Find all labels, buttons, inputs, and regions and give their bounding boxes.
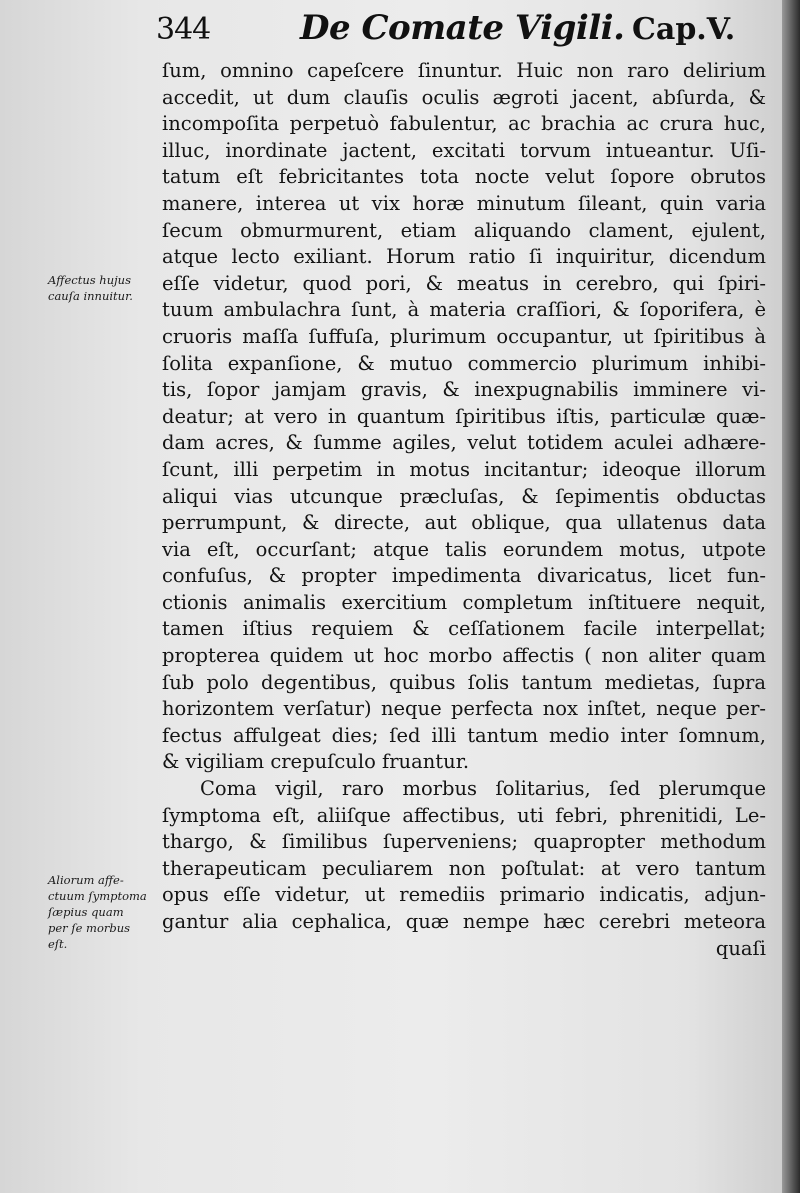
margin-note-line: per ſe morbus xyxy=(48,921,131,935)
text-line: & vigiliam crepuſculo fruantur. xyxy=(162,750,470,774)
text-line: tis, ſopor jamjam gravis, & inexpugnabilis imminere vi- xyxy=(162,378,766,402)
text-line: confuſus, & propter impedimenta divaricatus, licet fun- xyxy=(162,564,766,588)
text-line: fectus affulgeat dies; ſed illi tantum medio inter ſomnum, xyxy=(162,723,766,747)
text-line: incompoſita perpetuò fabulentur, ac brachia ac crura huc, xyxy=(162,112,766,136)
text-line: via eſt, occurſant; atque talis eorundem motus, utpote xyxy=(162,537,766,561)
text-line: eſſe videtur, quod pori, & meatus in cerebro, qui ſpiri- xyxy=(162,271,766,295)
margin-note-line: Affectus hujus xyxy=(48,273,131,287)
catchword: quaſi xyxy=(715,936,766,960)
margin-note-symptom xyxy=(48,872,166,952)
text-line: ſcunt, illi perpetim in motus incitantur; ideoque illorum xyxy=(162,457,766,481)
text-line: propterea quidem ut hoc morbo affectis ( non aliter quam xyxy=(162,644,766,668)
text-line: cruoris maſſa ſuffuſa, plurimum occupantur, ut ſpiritibus à xyxy=(162,324,766,348)
text-line: ſum, omnino capeſcere ſinuntur. Huic non raro delirium xyxy=(162,59,766,82)
margin-note-line: cauſa innuitur. xyxy=(48,289,133,303)
text-line: illuc, inordinate jactent, excitati torvum intueantur. Uſi- xyxy=(162,138,766,162)
text-line: opus eſſe videtur, ut remediis primario indicatis, adjun- xyxy=(162,883,766,907)
page-number: 344 xyxy=(156,12,211,47)
chapter-label: Cap.V. xyxy=(632,12,736,47)
text-line: atque lecto exiliant. Horum ratio ſi inquiritur, dicendum xyxy=(162,245,766,269)
text-line: perrumpunt, & directe, aut oblique, qua ullatenus data xyxy=(162,511,766,535)
text-line: gantur alia cephalica, quæ nempe hæc cerebri meteora xyxy=(162,910,766,933)
text-line: ſolita expanſione, & mutuo commercio plurimum inhibi- xyxy=(162,351,766,375)
text-line: horizontem verſatur) neque perfecta nox inſtet, neque per- xyxy=(162,697,766,721)
text-line: tuum ambulachra ſunt, à materia craſſiori, & ſoporifera, è xyxy=(162,298,766,322)
text-line: tamen iſtius requiem & ceſſationem facile interpellat; xyxy=(162,617,766,641)
body-text xyxy=(162,58,766,962)
text-line: manere, interea ut vix horæ minutum ſileant, quin varia xyxy=(162,191,766,215)
book-spine-shadow xyxy=(782,0,800,1193)
page-header xyxy=(0,0,782,60)
text-line: therapeuticam peculiarem non poſtulat: at vero tantum xyxy=(162,856,766,880)
text-line: aliqui vias utcunque præcluſas, & ſepimentis obductas xyxy=(162,484,766,508)
margin-note-line: eſt. xyxy=(48,937,68,951)
margin-note-line: Aliorum affe- xyxy=(48,873,124,887)
text-line: tatum eſt febricitantes tota nocte velut ſopore obrutos xyxy=(162,165,766,189)
text-line: accedit, ut dum clauſis oculis ægroti jacent, abſurda, & xyxy=(162,85,766,109)
running-title: De Comate Vigili. xyxy=(300,8,625,48)
text-line: thargo, & ſimilibus ſuperveniens; quapropter methodum xyxy=(162,830,766,854)
text-line: ſub polo degentibus, quibus ſolis tantum medietas, ſupra xyxy=(162,670,766,694)
text-line: dam acres, & ſumme agiles, velut totidem aculei adhære- xyxy=(162,431,766,455)
margin-note-cause xyxy=(48,272,166,304)
text-line: ctionis animalis exercitium completum inſtituere nequit, xyxy=(162,590,766,614)
margin-note-line: ctuum ſymptoma xyxy=(48,889,147,903)
text-line: ſymptoma eſt, aliiſque affectibus, uti febri, phrenitidi, Le- xyxy=(162,803,766,827)
text-line: deatur; at vero in quantum ſpiritibus iſtis, particulæ quæ- xyxy=(162,404,766,428)
text-line: Coma vigil, raro morbus ſolitarius, ſed plerumque xyxy=(200,777,766,801)
margin-note-line: ſæpius quam xyxy=(48,905,124,919)
text-line: ſecum obmurmurent, etiam aliquando clament, ejulent, xyxy=(162,218,766,242)
